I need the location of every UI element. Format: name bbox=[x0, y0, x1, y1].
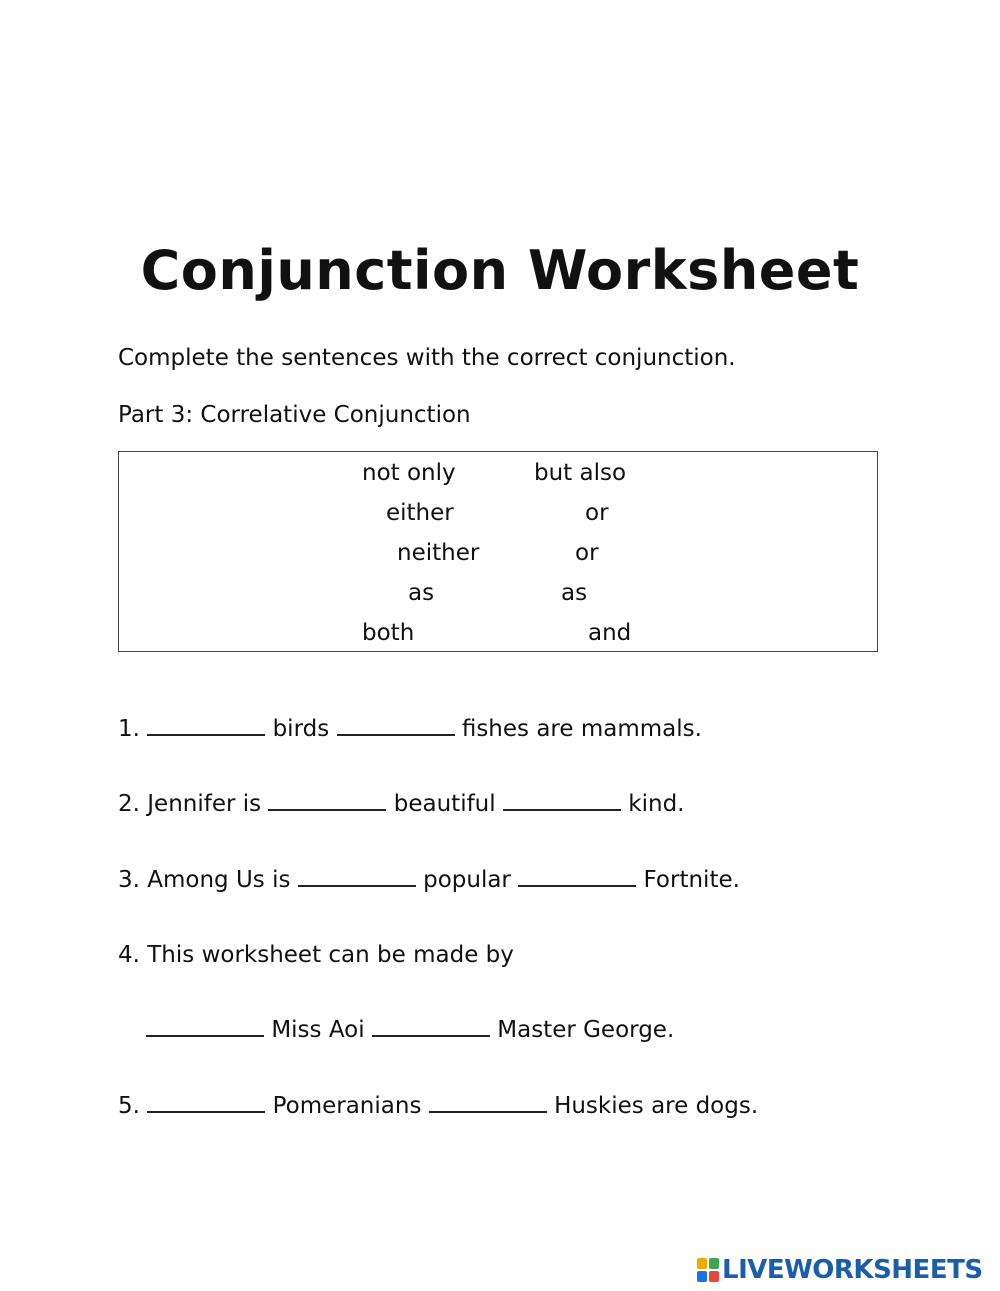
question-3-start: 3. Among Us is bbox=[118, 867, 291, 893]
question-4-mid: Miss Aoi bbox=[271, 1017, 365, 1043]
question-2-mid: beautiful bbox=[393, 791, 496, 817]
question-5 bbox=[118, 1091, 758, 1121]
liveworksheets-logo-text: LIVEWORKSHEETS bbox=[722, 1255, 983, 1285]
answer-blank-1a[interactable] bbox=[147, 714, 265, 736]
part-label: Part 3: Correlative Conjunction bbox=[118, 402, 471, 428]
word-bank-neither: neither bbox=[397, 540, 480, 566]
question-4-line-2 bbox=[146, 1015, 674, 1045]
answer-blank-2a[interactable] bbox=[268, 789, 386, 811]
question-2-end: kind. bbox=[628, 791, 685, 817]
question-1-number: 1. bbox=[118, 716, 140, 742]
answer-blank-3b[interactable] bbox=[518, 865, 636, 887]
question-1-mid: birds bbox=[272, 716, 330, 742]
answer-blank-5a[interactable] bbox=[147, 1091, 265, 1113]
question-1-end: fishes are mammals. bbox=[461, 716, 702, 742]
question-3 bbox=[118, 865, 740, 895]
instruction-text: Complete the sentences with the correct conjunction. bbox=[118, 345, 736, 371]
question-4-end: Master George. bbox=[497, 1017, 675, 1043]
question-5-end: Huskies are dogs. bbox=[554, 1093, 759, 1119]
word-bank-and: and bbox=[588, 620, 632, 646]
liveworksheets-logo[interactable] bbox=[697, 1254, 983, 1286]
word-bank-but-also: but also bbox=[534, 460, 627, 486]
answer-blank-2b[interactable] bbox=[503, 789, 621, 811]
question-5-number: 5. bbox=[118, 1093, 140, 1119]
question-4: 4. This worksheet can be made by bbox=[118, 942, 514, 968]
word-bank-or-2: or bbox=[575, 540, 599, 566]
question-3-mid: popular bbox=[423, 867, 511, 893]
word-bank-not-only: not only bbox=[362, 460, 456, 486]
word-bank-or-1: or bbox=[585, 500, 609, 526]
question-3-end: Fortnite. bbox=[643, 867, 740, 893]
page-title: Conjunction Worksheet bbox=[140, 239, 860, 302]
liveworksheets-logo-icon bbox=[697, 1258, 719, 1282]
question-2 bbox=[118, 789, 684, 819]
word-bank-both: both bbox=[362, 620, 415, 646]
question-5-mid: Pomeranians bbox=[272, 1093, 422, 1119]
question-1 bbox=[118, 714, 702, 744]
answer-blank-4b[interactable] bbox=[372, 1015, 490, 1037]
word-bank-as-2: as bbox=[561, 580, 588, 606]
answer-blank-1b[interactable] bbox=[337, 714, 455, 736]
word-bank-either: either bbox=[386, 500, 454, 526]
answer-blank-5b[interactable] bbox=[429, 1091, 547, 1113]
word-bank-as-1: as bbox=[408, 580, 435, 606]
answer-blank-3a[interactable] bbox=[298, 865, 416, 887]
question-2-start: 2. Jennifer is bbox=[118, 791, 262, 817]
answer-blank-4a[interactable] bbox=[146, 1015, 264, 1037]
word-bank-box bbox=[118, 451, 878, 652]
